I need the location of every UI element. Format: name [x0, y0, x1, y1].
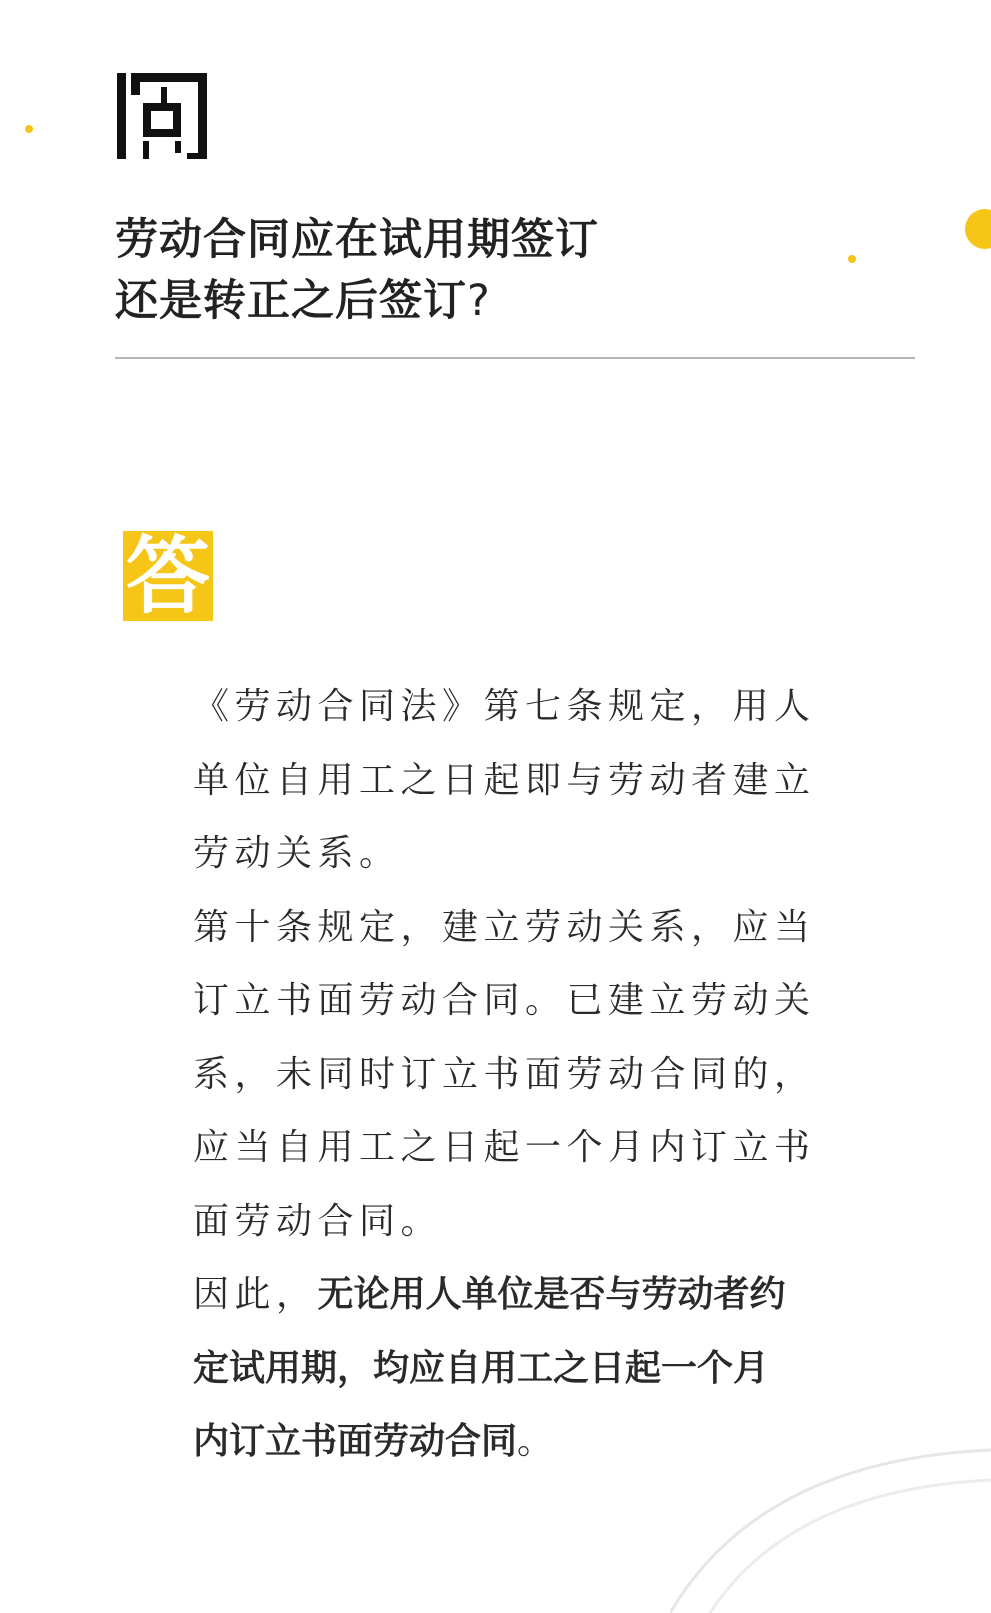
decor-dot-left — [25, 125, 33, 133]
question-mark: ? — [467, 276, 491, 326]
answer-line-3: 劳动关系。 — [193, 833, 401, 874]
answer-conclusion-line-1 — [193, 1258, 833, 1332]
decor-dot-right-small — [848, 255, 856, 263]
decor-arcs — [670, 1440, 991, 1613]
answer-badge-char: 答 — [125, 531, 210, 621]
answer-line-8: 面劳动合同。 — [193, 1200, 443, 1242]
answer-line-5: 订立书面劳动合同。已建立劳动关 — [193, 980, 816, 1021]
question-icon — [117, 73, 207, 163]
conclusion-bold-3: 内订立书面劳动合同 — [193, 1421, 518, 1462]
answer-line-2: 单位自用工之日起即与劳动者建立 — [193, 759, 816, 801]
divider-line — [115, 357, 915, 359]
answer-line-4: 第十条规定，建立劳动关系，应当 — [193, 906, 816, 948]
conclusion-end: 。 — [517, 1421, 554, 1462]
answer-body — [193, 670, 833, 1479]
question-title-line-2-text: 还是转正之后签订 — [115, 276, 467, 326]
question-title-line-2 — [115, 271, 599, 332]
conclusion-prefix: 因此， — [193, 1274, 318, 1315]
answer-line-6: 系，未同时订立书面劳动合同的， — [193, 1053, 816, 1095]
answer-conclusion-line-2 — [193, 1332, 833, 1406]
conclusion-bold-1: 无论用人单位是否与劳动者约 — [317, 1274, 786, 1315]
answer-badge — [123, 531, 213, 621]
answer-line-7: 应当自用工之日起一个月内订立书 — [193, 1127, 816, 1168]
question-title-line-1: 劳动合同应在试用期签订 — [115, 215, 599, 265]
conclusion-bold-2: 定试用期，均应自用工之日起一个月 — [193, 1347, 770, 1389]
decor-dot-right-large — [965, 209, 991, 249]
question-title — [115, 210, 599, 332]
answer-line-1: 《劳动合同法》第七条规定，用人 — [193, 686, 816, 727]
